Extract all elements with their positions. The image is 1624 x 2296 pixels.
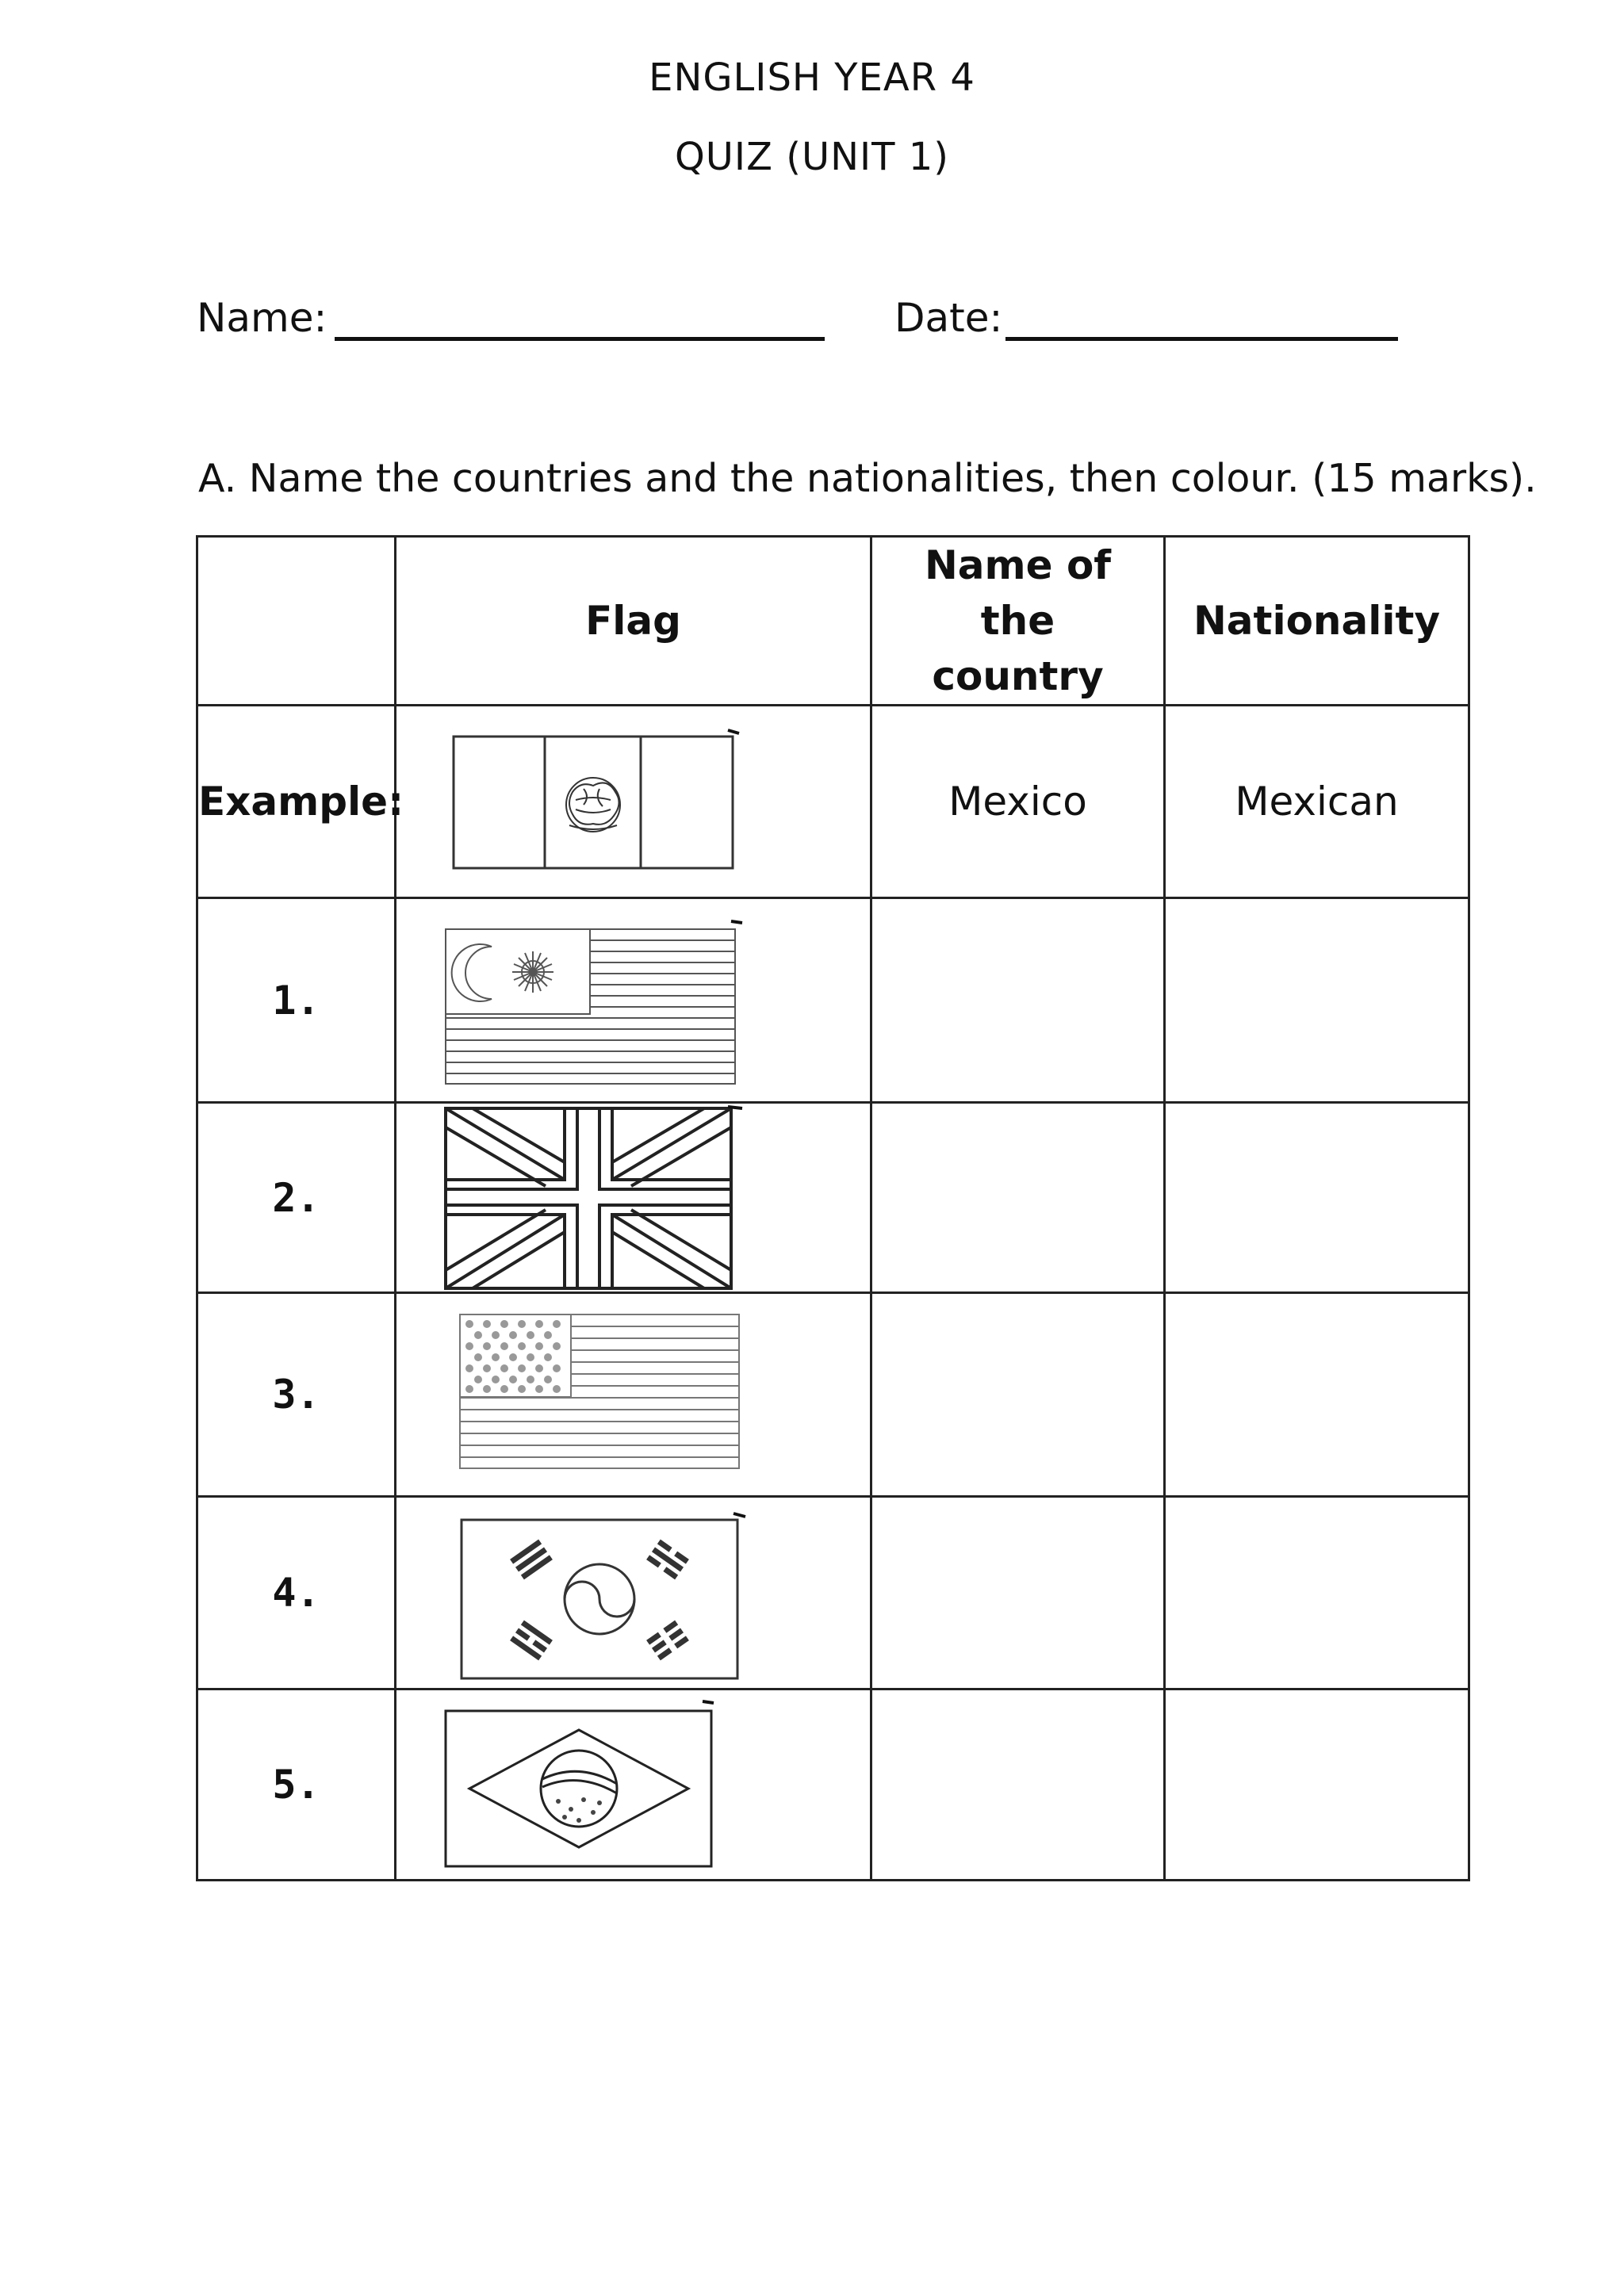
header-country: Name of the country — [871, 537, 1165, 706]
row-label: Example: — [197, 706, 396, 898]
name-field — [197, 295, 825, 341]
header-flag: Flag — [396, 537, 871, 706]
name-label: Name: — [197, 295, 327, 341]
nationality-answer-cell[interactable] — [1165, 1497, 1469, 1689]
date-field — [894, 295, 1398, 341]
malaysia-flag-icon — [396, 899, 872, 1101]
section-a-instruction: A. Name the countries and the nationalities, then colour. (15 marks). — [198, 456, 1537, 501]
row-label: 1. — [197, 898, 396, 1103]
usa-flag-icon — [396, 1294, 872, 1495]
name-blank-line[interactable] — [335, 297, 825, 341]
country-answer-cell[interactable] — [871, 898, 1165, 1103]
country-answer-cell[interactable] — [871, 1293, 1165, 1497]
nationality-answer-cell[interactable] — [1165, 1293, 1469, 1497]
row-label: 5. — [197, 1689, 396, 1881]
nationality-answer-cell[interactable] — [1165, 1103, 1469, 1293]
nationality-answer-cell[interactable] — [1165, 898, 1469, 1103]
nationality-answer-cell: Mexican — [1165, 706, 1469, 898]
table-row — [197, 1103, 1469, 1293]
country-answer-cell: Mexico — [871, 706, 1165, 898]
nationality-answer-cell[interactable] — [1165, 1689, 1469, 1881]
table-row — [197, 1293, 1469, 1497]
table-row — [197, 1497, 1469, 1689]
title-line-2: QUIZ (UNIT 1) — [675, 135, 949, 179]
brazil-flag-icon — [396, 1690, 872, 1879]
country-answer-cell[interactable] — [871, 1103, 1165, 1293]
south-korea-flag-icon — [396, 1498, 872, 1688]
title-line-1: ENGLISH YEAR 4 — [649, 55, 975, 100]
uk-flag-icon — [396, 1104, 872, 1292]
mexico-flag-icon — [396, 706, 872, 897]
row-label: 3. — [197, 1293, 396, 1497]
flag-cell — [396, 1497, 871, 1689]
country-answer-cell[interactable] — [871, 1497, 1165, 1689]
flags-table — [196, 535, 1470, 1881]
flag-cell — [396, 1293, 871, 1497]
table-row — [197, 898, 1469, 1103]
header-label-cell — [197, 537, 396, 706]
table-row — [197, 1689, 1469, 1881]
row-label: 2. — [197, 1103, 396, 1293]
date-blank-line[interactable] — [1005, 297, 1398, 341]
flag-cell — [396, 1689, 871, 1881]
date-label: Date: — [894, 295, 1003, 341]
header-nationality: Nationality — [1165, 537, 1469, 706]
flag-cell — [396, 1103, 871, 1293]
flag-cell — [396, 898, 871, 1103]
country-answer-cell[interactable] — [871, 1689, 1165, 1881]
row-label: 4. — [197, 1497, 396, 1689]
flag-cell — [396, 706, 871, 898]
table-header-row — [197, 537, 1469, 706]
table-row — [197, 706, 1469, 898]
